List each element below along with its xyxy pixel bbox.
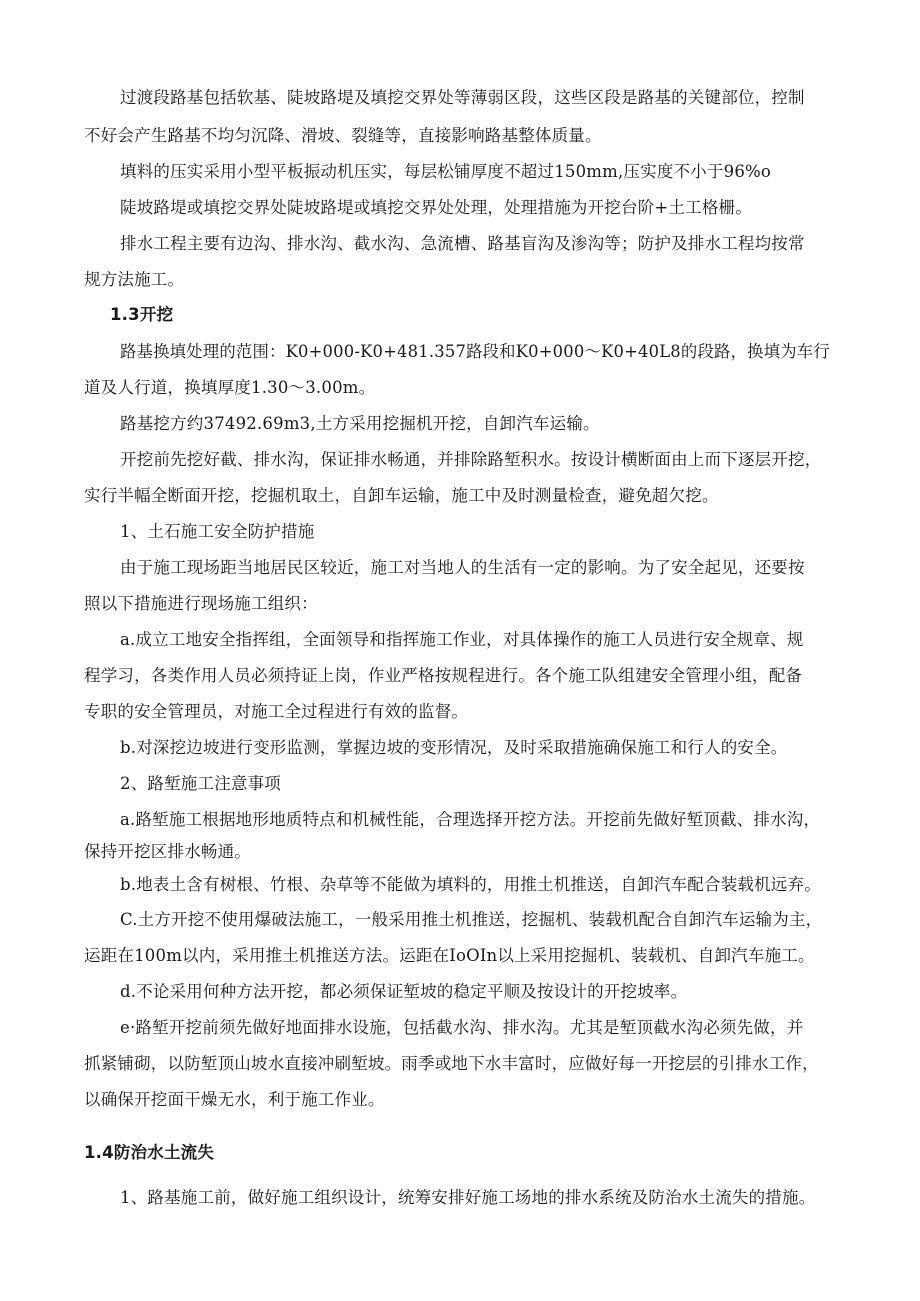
text-line: 陡坡路堤或填挖交界处陡坡路堤或填挖交界处处理，处理措施为开挖台阶+土工格栅。	[120, 198, 752, 217]
text-line: C.土方开挖不使用爆破法施工，一般采用推土机推送，挖掘机、装载机配合自卸汽车运输为主，	[120, 910, 823, 929]
text-line: a.路堑施工根据地形地质特点和机械性能，合理选择开挖方法。开挖前先做好堑顶截、排水沟，	[120, 810, 821, 829]
text-line: 1、土石施工安全防护措施	[120, 522, 315, 541]
text-line: b.地表土含有树根、竹根、杂草等不能做为填料的，用推土机推送，自卸汽车配合装载机远弃。	[120, 875, 821, 894]
text-line: 排水工程主要有边沟、排水沟、截水沟、急流槽、路基盲沟及渗沟等；防护及排水工程均按常	[120, 234, 805, 253]
section-heading-1-3: 1.3开挖	[110, 305, 174, 324]
text-line: a.成立工地安全指挥组，全面领导和指挥施工作业，对具体操作的施工人员进行安全规章、规	[120, 630, 804, 649]
text-line: 运距在100m以内，采用推土机推送方法。运距在IoOIn以上采用挖掘机、装载机、自卸汽车施工。	[84, 946, 815, 965]
text-line: 路基挖方约37492.69m3,土方采用挖掘机开挖，自卸汽车运输。	[120, 414, 600, 433]
text-line: 不好会产生路基不均匀沉降、滑坡、裂缝等，直接影响路基整体质量。	[84, 126, 602, 145]
text-line: 以确保开挖面干燥无水，利于施工作业。	[84, 1090, 385, 1109]
text-line: 道及人行道，换填厚度1.30～3.00m。	[84, 378, 376, 397]
text-line: b.对深挖边坡进行变形监测，掌握边坡的变形情况，及时采取措施确保施工和行人的安全。	[120, 738, 788, 757]
text-line: 实行半幅全断面开挖，挖掘机取土，自卸车运输，施工中及时测量检查，避免超欠挖。	[84, 486, 719, 505]
text-line: 抓紧铺砌，以防堑顶山坡水直接冲刷堑坡。雨季或地下水丰富时，应做好每一开挖层的引排水工作，	[84, 1054, 819, 1073]
text-line: 程学习，各类作用人员必须持证上岗，作业严格按规程进行。各个施工队组建安全管理小组，配备	[84, 666, 803, 685]
text-line: 专职的安全管理员，对施工全过程进行有效的监督。	[84, 702, 469, 721]
text-line: 路基换填处理的范围：K0+000-K0+481.357路段和K0+000～K0+40L8的段路，换填为车行	[120, 342, 830, 361]
text-line: 过渡段路基包括软基、陡坡路堤及填挖交界处等薄弱区段，这些区段是路基的关键部位，控制	[120, 88, 805, 107]
text-line: 由于施工现场距当地居民区较近，施工对当地人的生活有一定的影响。为了安全起见，还要按	[120, 558, 805, 577]
text-line: e·路堑开挖前须先做好地面排水设施，包括截水沟、排水沟。尤其是堑顶截水沟必须先做，并	[120, 1018, 804, 1037]
text-line: 规方法施工。	[84, 270, 185, 289]
text-line: d.不论采用何种方法开挖，都必须保证堑坡的稳定平顺及按设计的开挖坡率。	[120, 982, 688, 1001]
text-line: 开挖前先挖好截、排水沟，保证排水畅通，并排除路堑积水。按设计横断面由上而下逐层开挖，	[120, 450, 822, 469]
text-line: 照以下措施进行现场施工组织：	[84, 594, 318, 613]
text-line: 填料的压实采用小型平板振动机压实，每层松铺厚度不超过150mm,压实度不小于96%o	[120, 162, 772, 181]
section-heading-1-4: 1.4防治水土流失	[84, 1143, 215, 1162]
text-line: 1、路基施工前，做好施工组织设计，统筹安排好施工场地的排水系统及防治水土流失的措施。	[120, 1188, 816, 1207]
text-line: 2、路堑施工注意事项	[120, 774, 281, 793]
text-line: 保持开挖区排水畅通。	[84, 842, 251, 861]
